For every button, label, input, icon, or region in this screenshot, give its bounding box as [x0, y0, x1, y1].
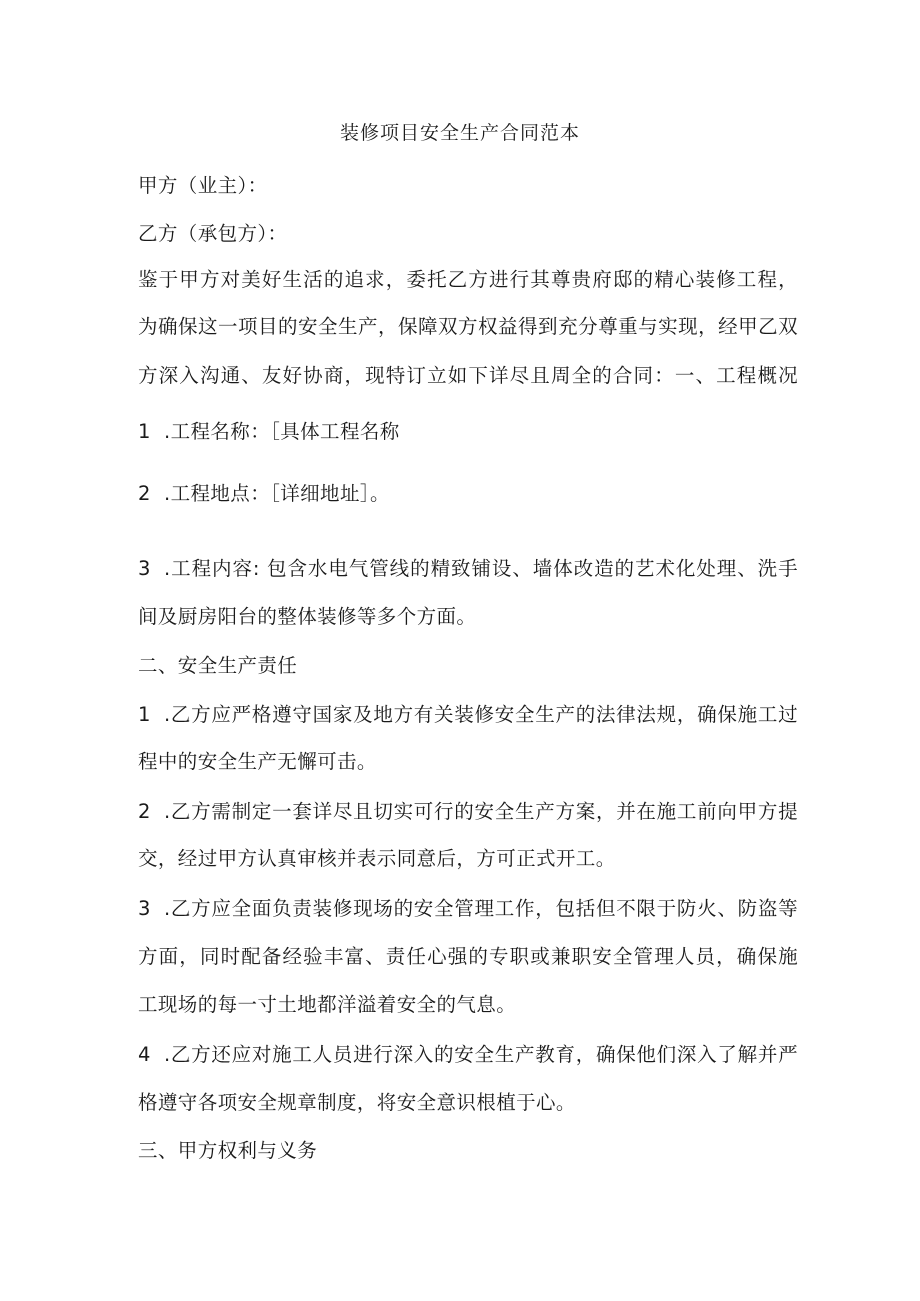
- item-number: 2: [138, 800, 151, 823]
- responsibility-item-2-cont: 交，经过甲方认真审核并表示同意后，方可正式开工。: [138, 847, 616, 870]
- item-number: 1: [138, 420, 151, 443]
- section-3-heading: 三、甲方权利与义务: [138, 1139, 318, 1162]
- responsibility-item-3: [138, 893, 798, 921]
- responsibility-item-1-cont: 程中的安全生产无懈可击。: [138, 750, 377, 773]
- overview-item-2: [138, 478, 798, 506]
- responsibility-item-3-cont-1: 方面，同时配备经验丰富、责任心强的专职或兼职安全管理人员，确保施: [138, 945, 798, 968]
- responsibility-item-2: [138, 796, 798, 824]
- item-text: .乙方需制定一套详尽且切实可行的安全生产方案，并在施工前向甲方提: [164, 800, 798, 823]
- item-number: 3: [138, 897, 151, 920]
- item-text: .工程内容: 包含水电气管线的精致铺设、墙体改造的艺术化处理、洗手: [164, 557, 798, 580]
- intro-line-2: 为确保这一项目的安全生产，保障双方权益得到充分尊重与实现，经甲乙双: [138, 315, 798, 338]
- responsibility-item-4: [138, 1039, 798, 1067]
- intro-line-3: 方深入沟通、友好协商，现特订立如下详尽且周全的合同：一、工程概况: [138, 364, 798, 387]
- overview-item-3: [138, 553, 798, 581]
- item-text: .乙方还应对施工人员进行深入的安全生产教育，确保他们深入了解并严: [164, 1043, 798, 1066]
- overview-item-3-cont: 间及厨房阳台的整体装修等多个方面。: [138, 605, 477, 628]
- responsibility-item-1: [138, 699, 798, 727]
- intro-line-1: 鉴于甲方对美好生活的追求，委托乙方进行其尊贵府邸的精心装修工程，: [138, 268, 798, 291]
- item-text: .乙方应严格遵守国家及地方有关装修安全生产的法律法规，确保施工过: [164, 703, 798, 726]
- document-title: 装修项目安全生产合同范本: [339, 122, 580, 144]
- item-number: 3: [138, 557, 151, 580]
- party-b-line: 乙方（承包方）：: [138, 222, 288, 245]
- responsibility-item-3-cont-2: 工现场的每一寸土地都洋溢着安全的气息。: [138, 993, 517, 1016]
- item-text: .工程名称：［具体工程名称: [164, 420, 400, 443]
- item-text: .工程地点：［详细地址］。: [164, 482, 390, 505]
- responsibility-item-4-cont: 格遵守各项安全规章制度，将安全意识根植于心。: [138, 1091, 576, 1114]
- item-number: 1: [138, 703, 151, 726]
- party-a-line: 甲方（业主）：: [138, 174, 268, 197]
- overview-item-1: [138, 416, 798, 444]
- item-text: .乙方应全面负责装修现场的安全管理工作，包括但不限于防火、防盗等: [164, 897, 798, 920]
- item-number: 4: [138, 1043, 151, 1066]
- item-number: 2: [138, 482, 151, 505]
- section-2-heading: 二、安全生产责任: [138, 654, 298, 677]
